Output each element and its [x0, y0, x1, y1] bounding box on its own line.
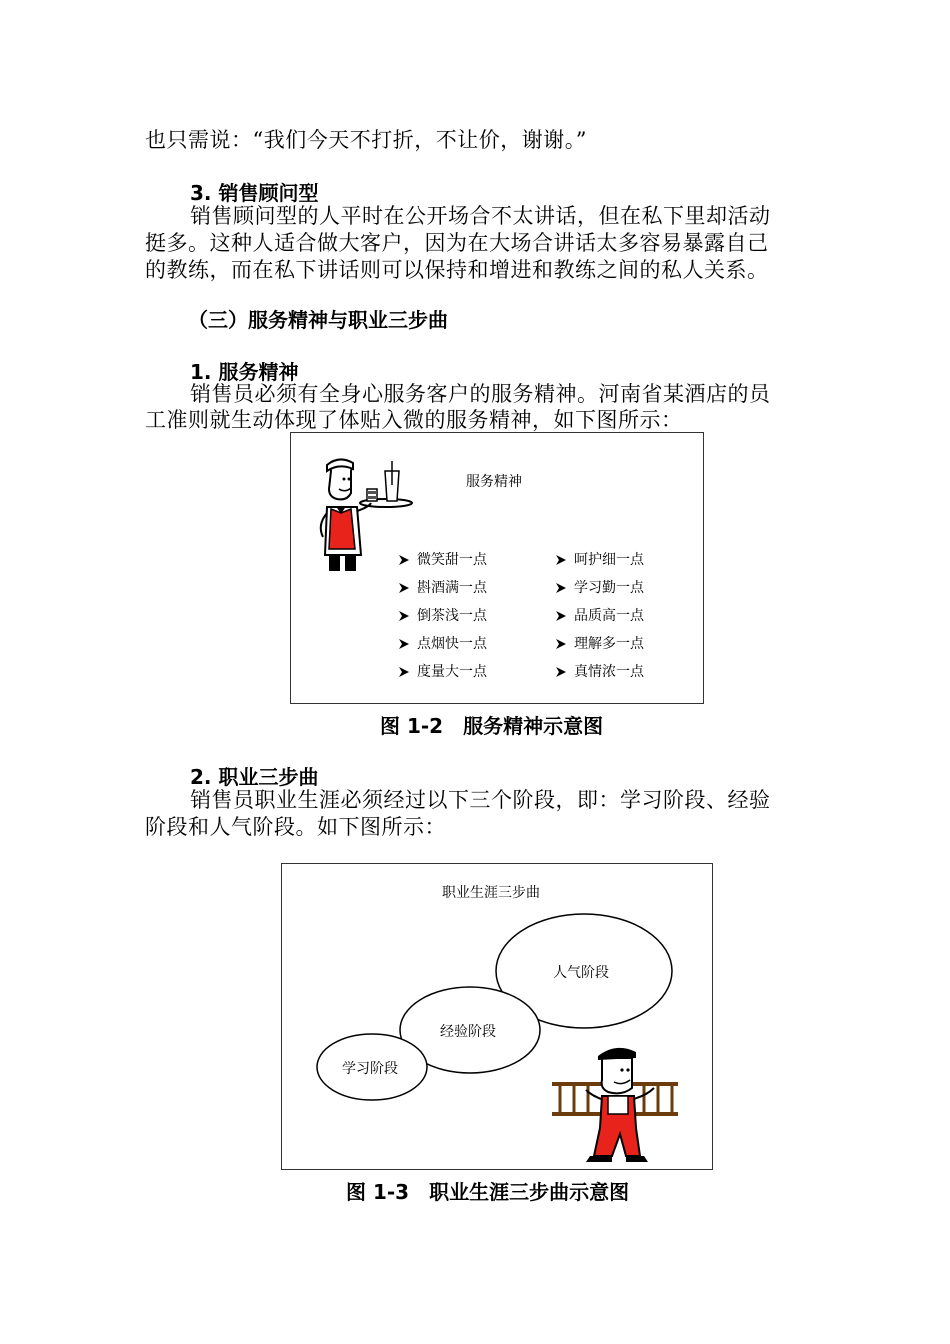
list-item: 真情浓一点 — [556, 661, 644, 681]
paragraph-line: 的教练，而在私下讲话则可以保持和增进和教练之间的私人关系。 — [145, 258, 769, 282]
section-heading: 2. 职业三步曲 — [190, 765, 319, 789]
list-item: 微笑甜一点 — [399, 549, 487, 569]
figure-caption: 图 1-3 职业生涯三步曲示意图 — [346, 1180, 630, 1204]
list-item: 呵护细一点 — [556, 549, 644, 569]
arrow-bullet-icon — [556, 555, 566, 565]
section-heading: 3. 销售顾问型 — [190, 181, 319, 205]
section-heading: 1. 服务精神 — [190, 360, 299, 384]
arrow-bullet-icon — [556, 667, 566, 677]
list-item: 倒茶浅一点 — [399, 605, 487, 625]
paragraph-line: 工准则就生动体现了体贴入微的服务精神，如下图所示： — [145, 408, 683, 432]
arrow-bullet-icon — [399, 611, 409, 621]
stage-label: 人气阶段 — [553, 965, 609, 981]
figure-title: 职业生涯三步曲 — [442, 885, 540, 901]
list-item: 品质高一点 — [556, 605, 644, 625]
list-item: 理解多一点 — [556, 633, 644, 653]
paragraph-line: 销售员必须有全身心服务客户的服务精神。河南省某酒店的员 — [190, 382, 771, 406]
career-steps-figure — [281, 863, 713, 1170]
arrow-bullet-icon — [399, 667, 409, 677]
arrow-bullet-icon — [399, 555, 409, 565]
arrow-bullet-icon — [399, 639, 409, 649]
paragraph-line: 销售员职业生涯必须经过以下三个阶段，即：学习阶段、经验 — [190, 788, 771, 812]
paragraph-line: 也只需说：“我们今天不打折，不让价，谢谢。” — [145, 128, 587, 152]
list-item: 学习勤一点 — [556, 577, 644, 597]
paragraph-line: 销售顾问型的人平时在公开场合不太讲话，但在私下里却活动 — [190, 204, 771, 228]
chapter-heading: （三）服务精神与职业三步曲 — [188, 308, 448, 332]
paragraph-line: 挺多。这种人适合做大客户，因为在大场合讲话太多容易暴露自己 — [145, 231, 769, 255]
arrow-bullet-icon — [556, 611, 566, 621]
arrow-bullet-icon — [556, 639, 566, 649]
service-spirit-figure — [290, 432, 704, 704]
list-item: 度量大一点 — [399, 661, 487, 681]
ladder-carrier-icon — [550, 1044, 682, 1166]
arrow-bullet-icon — [399, 583, 409, 593]
stage-label: 经验阶段 — [440, 1024, 496, 1040]
arrow-bullet-icon — [556, 583, 566, 593]
paragraph-line: 阶段和人气阶段。如下图所示： — [145, 815, 446, 839]
figure-title: 服务精神 — [466, 474, 522, 490]
figure-caption: 图 1-2 服务精神示意图 — [380, 714, 604, 738]
stage-label: 学习阶段 — [342, 1061, 398, 1077]
list-item: 点烟快一点 — [399, 633, 487, 653]
list-item: 斟酒满一点 — [399, 577, 487, 597]
